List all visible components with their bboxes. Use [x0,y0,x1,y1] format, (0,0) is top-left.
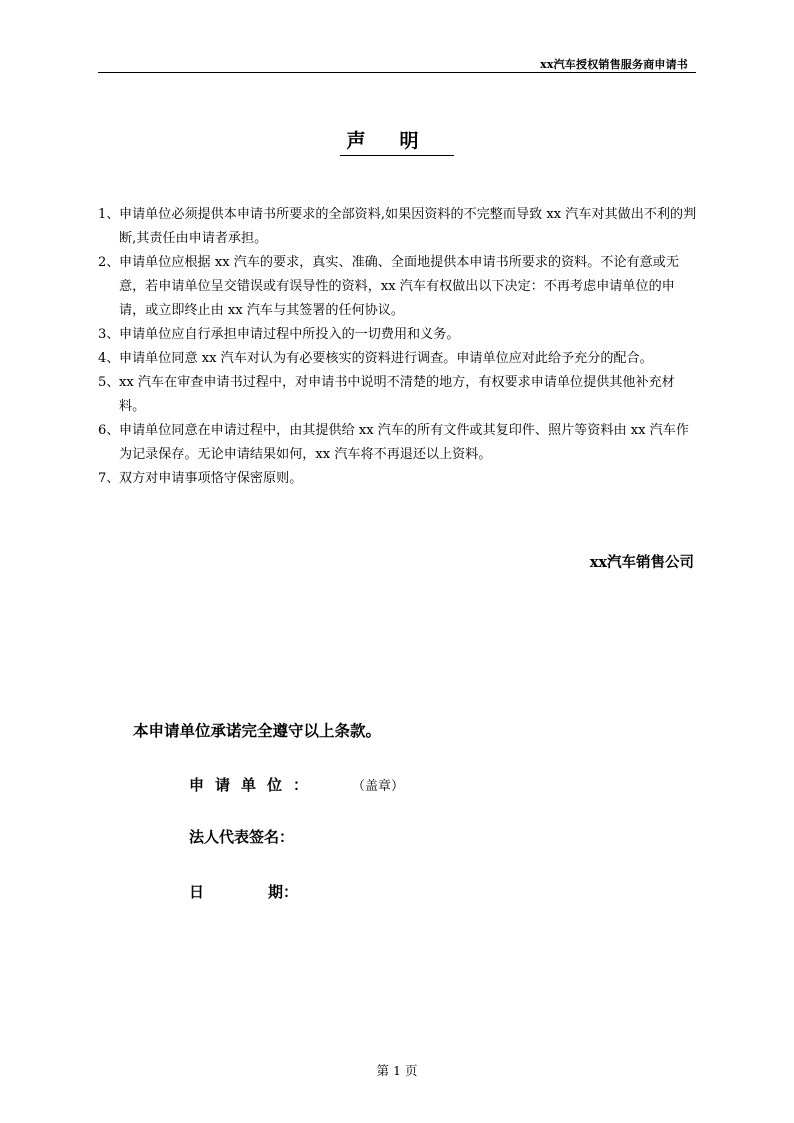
date-label-part-2: 期： [268,883,299,901]
clause-number: 1、 [98,207,120,222]
declaration-title: 声明 [340,128,453,156]
clause-number: 6、 [98,423,120,438]
clause-number: 3、 [98,327,120,342]
clause-item [98,347,698,371]
clause-number: 5、 [98,375,120,390]
clause-item [98,419,698,467]
clause-item [98,467,698,491]
declaration-title-wrapper [0,128,794,156]
clause-text: 申请单位必须提供本申请书所要求的全部资料,如果因资料的不完整而导致 xx 汽车对其做出不利的判断,其责任由申请者承担。 [119,207,697,246]
stamp-hint: （盖章） [352,779,405,794]
page-number: 第 1 页 [376,1063,418,1078]
clause-item [98,371,698,419]
clause-number: 2、 [98,255,120,270]
clause-item [98,203,698,251]
clause-text: 申请单位同意在申请过程中，由其提供给 xx 汽车的所有文件或其复印件、照片等资料由 xx 汽车作为记录保存。无论申请结果如何，xx 汽车将不再退还以上资料。 [119,423,689,462]
issuer-company-name: xx汽车销售公司 [589,554,694,571]
legal-representative-label: 法人代表签名： [189,828,295,846]
clause-item [98,251,698,323]
clause-item [98,323,698,347]
clause-number: 4、 [98,351,120,366]
clause-text: xx 汽车在审查申请书过程中，对申请书中说明不清楚的地方，有权要求申请单位提供其他补充材料。 [119,375,675,414]
date-label-part-1: 日 [189,883,205,901]
clause-text: 申请单位应根据 xx 汽车的要求，真实、准确、全面地提供本申请书所要求的资料。不论有意或无意，若申请单位呈交错误或有误导性的资料，xx 汽车有权做出以下决定：不再考虑申请单位的申请，或立即终止由 xx 汽车与其签署的任何协议。 [119,255,679,318]
commitment-statement: 本申请单位承诺完全遵守以上条款。 [133,721,382,740]
declaration-clause-list [98,203,698,491]
clause-text: 申请单位同意 xx 汽车对认为有必要核实的资料进行调查。申请单位应对此给予充分的配合。 [119,351,653,366]
clause-text: 申请单位应自行承担申请过程中所投入的一切费用和义务。 [119,327,460,342]
header-divider [98,72,696,73]
document-header-title: xx汽车授权销售服务商申请书 [540,58,688,71]
clause-number: 7、 [98,471,120,486]
date-label [189,881,298,902]
clause-text: 双方对申请事项恪守保密原则。 [119,471,303,486]
applicant-label: 申请单位： [189,776,320,794]
